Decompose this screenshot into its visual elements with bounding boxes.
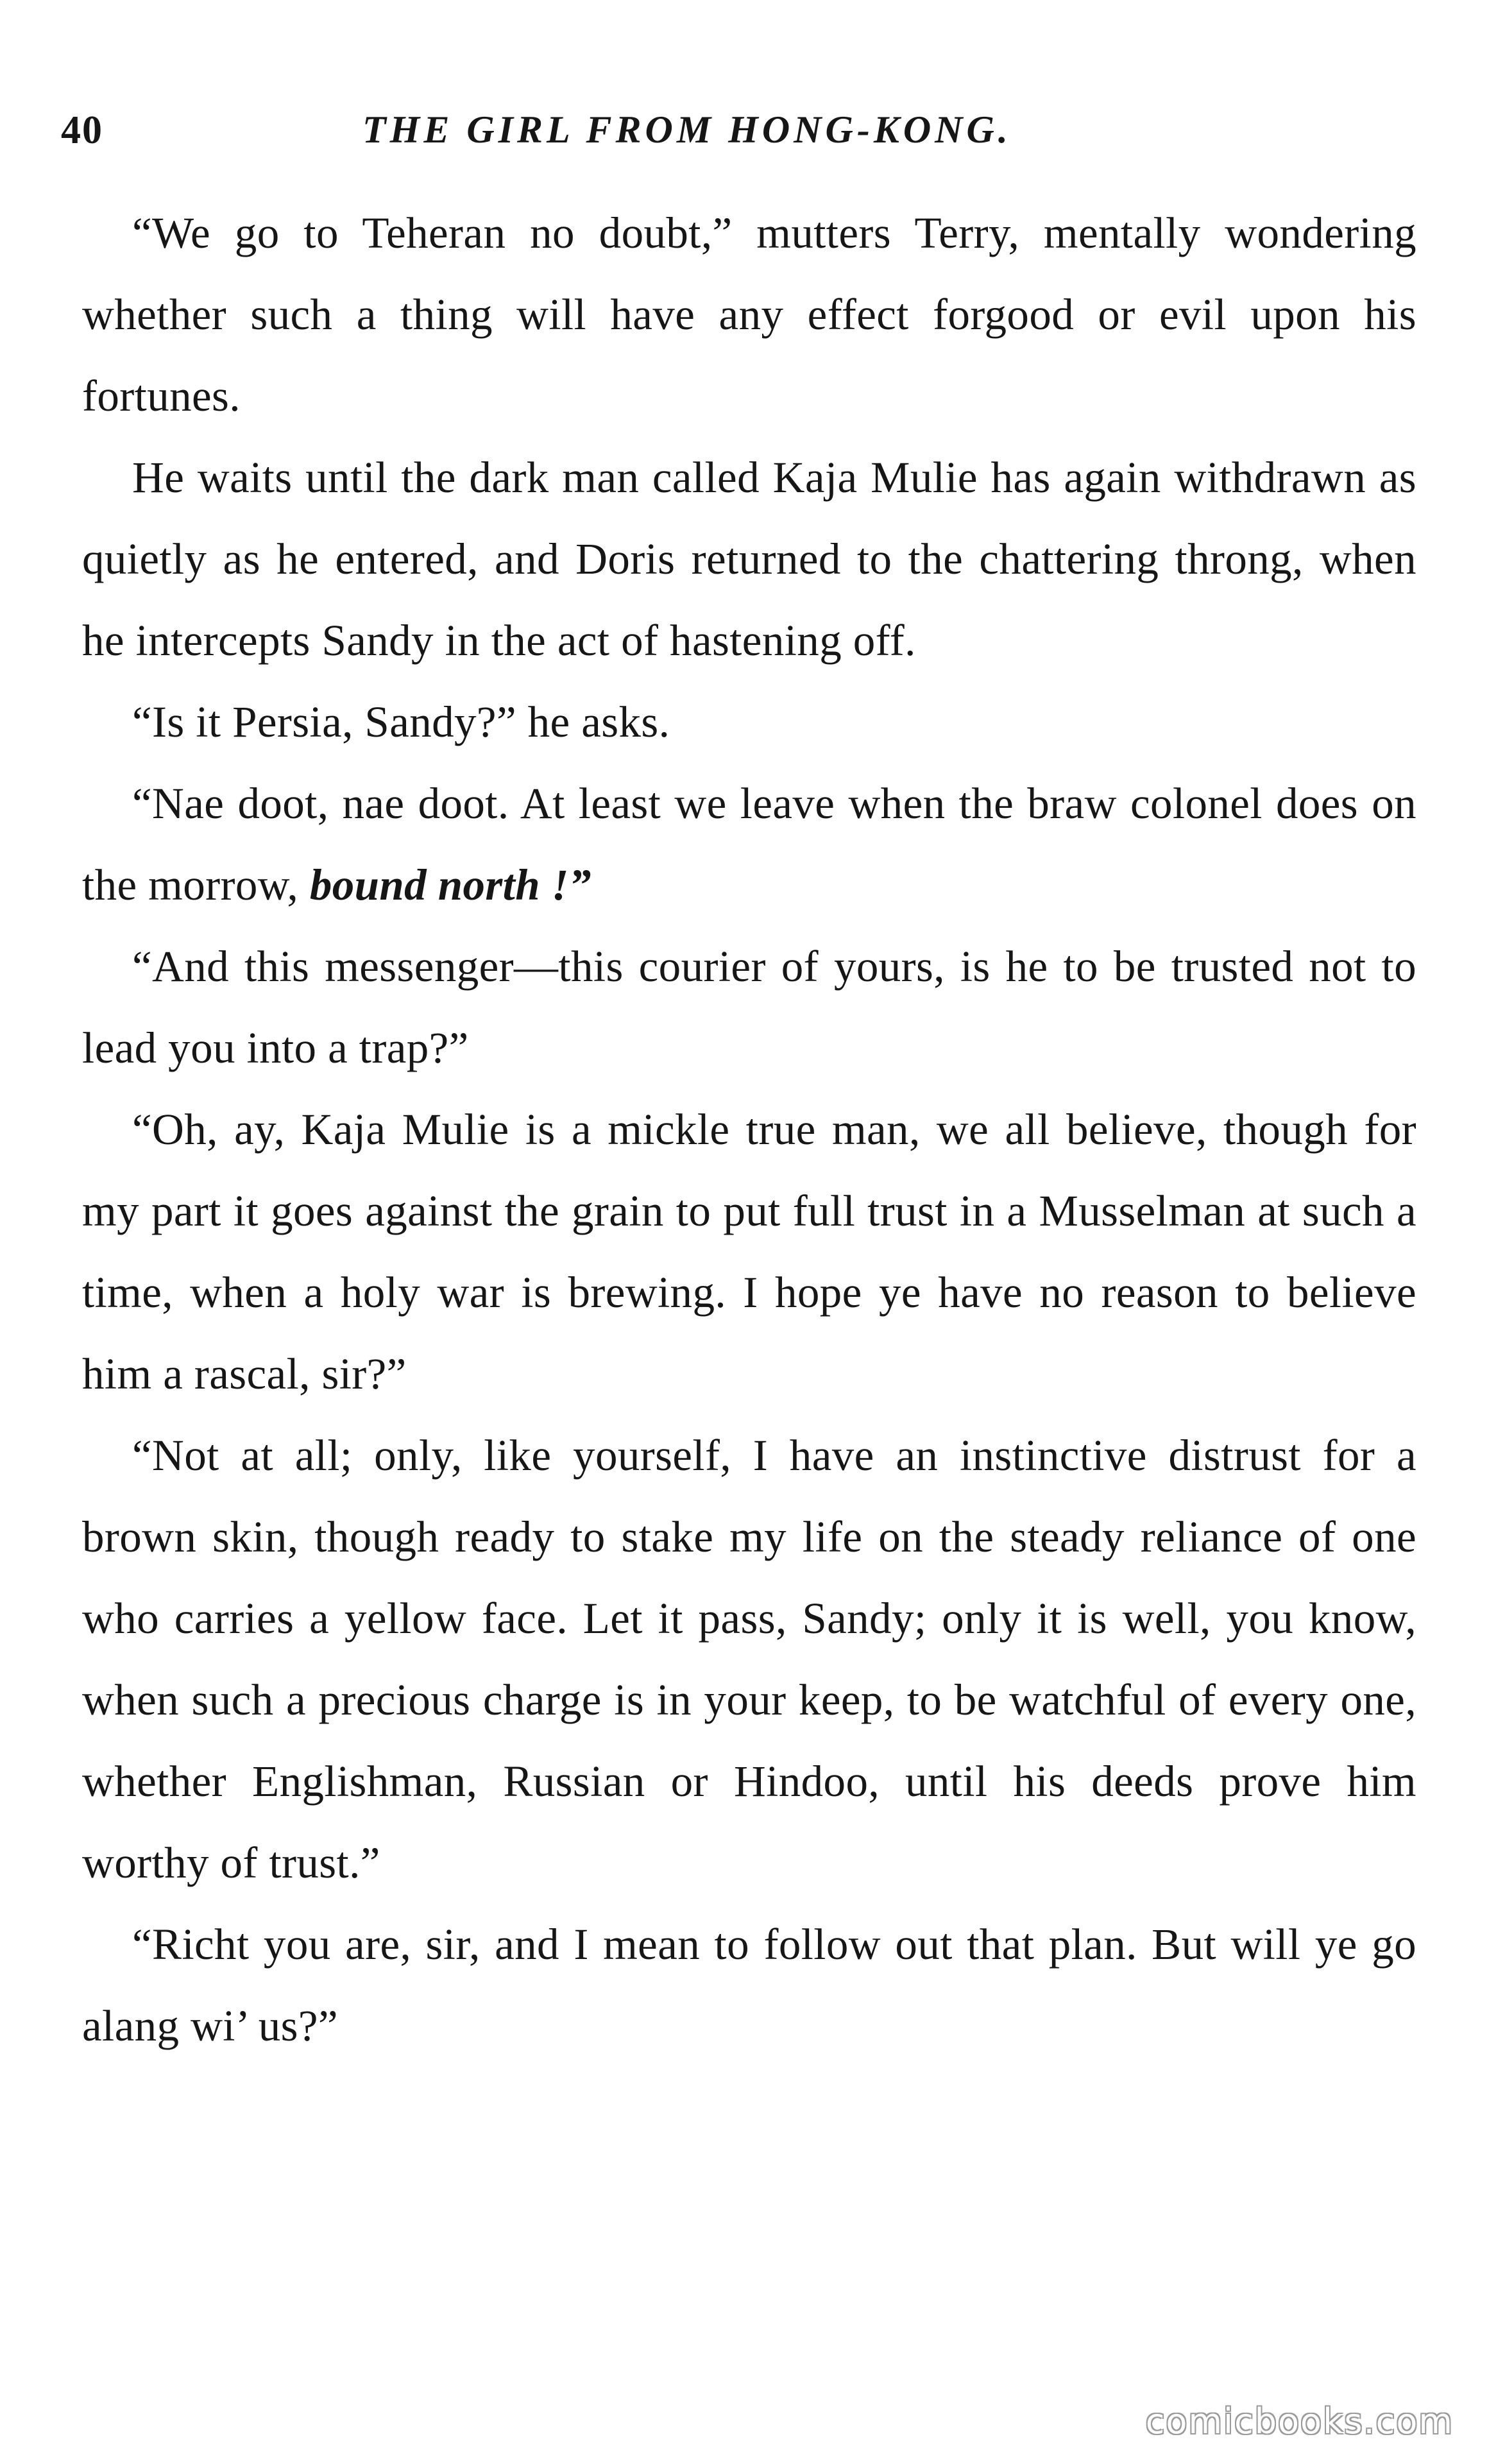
paragraph-2: He waits until the dark man called Kaja Mulie has again withdrawn as quietly as he entered, and Doris returned to the chattering throng, when he intercepts Sandy in the act of hastening off. xyxy=(82,453,1416,665)
running-title: THE GIRL FROM HONG-KONG. xyxy=(362,108,1012,151)
page-header xyxy=(61,108,1434,166)
watermark: comicbooks.com xyxy=(1145,2401,1454,2442)
paragraph-6: “Oh, ay, Kaja Mulie is a mickle true man, we all believe, though for my part it goes against the grain to put full trust in a Musselman at such a time, when a holy war is brewing. I hope ye have no reason to believe him a rascal, sir?” xyxy=(82,1105,1416,1398)
paragraph-5: “And this messenger—this courier of yours, is he to be trusted not to lead you into a trap?” xyxy=(82,942,1416,1072)
paragraph-1: “We go to Teheran no doubt,” mutters Terry, mentally wondering whether such a thing will have any effect forgood or evil upon his fortunes. xyxy=(82,209,1416,420)
paragraph-3: “Is it Persia, Sandy?” he asks. xyxy=(132,697,670,746)
page-number: 40 xyxy=(61,108,103,152)
paragraph-7: “Not at all; only, like yourself, I have an instinctive distrust for a brown skin, though ready to stake my life on the steady reliance of one who carries a yellow face. Let it pass, Sandy; only it is well, you know, when such a precious charge is in your keep, to be watchful of every one, whether Englishman, Russian or Hindoo, until his deeds prove him worthy of trust.” xyxy=(82,1431,1416,1887)
body-text xyxy=(82,193,1416,2067)
paragraph-4-emphasis: bound north !” xyxy=(309,860,591,909)
paragraph-8: “Richt you are, sir, and I mean to follow out that plan. But will ye go alang wi’ us?” xyxy=(82,1920,1416,2050)
paragraph-4 xyxy=(82,763,1416,926)
paragraph-4-text: “Nae doot, nae doot. At least we leave when the braw colonel does on the morrow, xyxy=(82,779,1416,909)
